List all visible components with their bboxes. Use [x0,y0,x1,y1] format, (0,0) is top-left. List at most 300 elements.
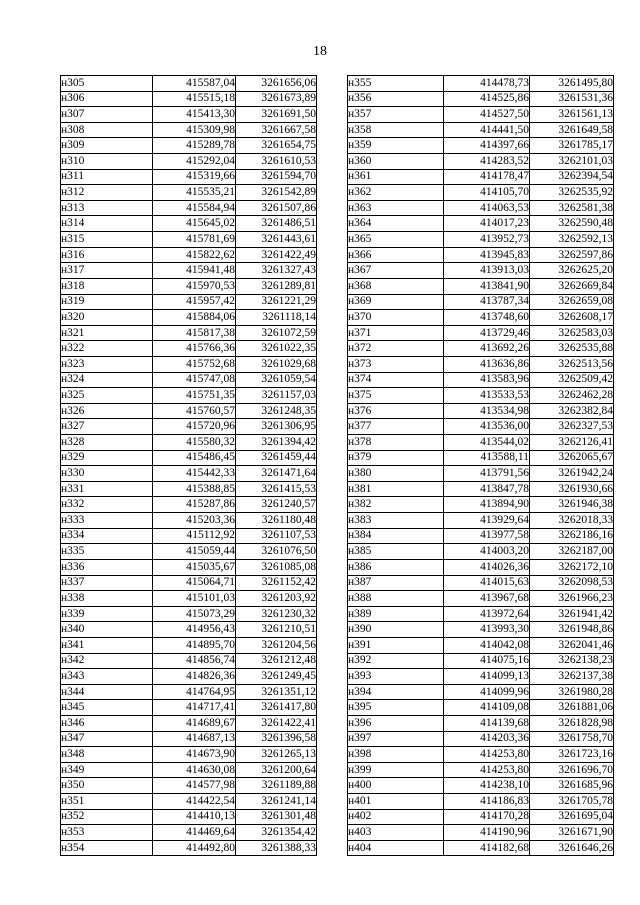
y-coordinate-cell: 3261946,38 [530,497,614,513]
x-coordinate-cell: 415645,02 [153,216,236,232]
table-row [348,138,614,154]
y-coordinate-cell: 3261415,53 [236,481,317,497]
point-id-cell: н333 [61,513,153,529]
x-coordinate-cell: 414525,86 [444,91,530,107]
table-row [348,559,614,575]
table-row [61,403,317,419]
y-coordinate-cell: 3261327,43 [236,263,317,279]
table-row [348,310,614,326]
point-id-cell: н346 [61,715,153,731]
x-coordinate-cell: 414283,52 [444,154,530,170]
x-coordinate-cell: 414063,53 [444,200,530,216]
table-row [61,513,317,529]
y-coordinate-cell: 3261240,57 [236,497,317,513]
table-row [61,107,317,123]
x-coordinate-cell: 414253,80 [444,762,530,778]
x-coordinate-cell: 414422,54 [153,794,236,810]
y-coordinate-cell: 3261941,42 [530,606,614,622]
point-id-cell: н354 [61,840,153,856]
y-coordinate-cell: 3261542,89 [236,185,317,201]
x-coordinate-cell: 415413,30 [153,107,236,123]
table-row [61,419,317,435]
point-id-cell: н328 [61,435,153,451]
table-row [348,91,614,107]
x-coordinate-cell: 414492,80 [153,840,236,856]
y-coordinate-cell: 3262581,38 [530,200,614,216]
point-id-cell: н350 [61,778,153,794]
point-id-cell: н372 [348,341,444,357]
table-row [348,825,614,841]
point-id-cell: н331 [61,481,153,497]
y-coordinate-cell: 3261673,89 [236,91,317,107]
point-id-cell: н364 [348,216,444,232]
point-id-cell: н371 [348,325,444,341]
table-row [61,653,317,669]
x-coordinate-cell: 415309,98 [153,122,236,138]
x-coordinate-cell: 415751,35 [153,388,236,404]
x-coordinate-cell: 414856,74 [153,653,236,669]
x-coordinate-cell: 413692,26 [444,341,530,357]
x-coordinate-cell: 413583,96 [444,372,530,388]
x-coordinate-cell: 415584,94 [153,200,236,216]
y-coordinate-cell: 3262187,00 [530,544,614,560]
y-coordinate-cell: 3261495,80 [530,76,614,92]
x-coordinate-cell: 413791,56 [444,466,530,482]
table-row [61,76,317,92]
x-coordinate-cell: 414042,08 [444,637,530,653]
x-coordinate-cell: 414109,08 [444,700,530,716]
table-row [61,450,317,466]
table-row [348,185,614,201]
y-coordinate-cell: 3261354,42 [236,825,317,841]
point-id-cell: н341 [61,637,153,653]
point-id-cell: н391 [348,637,444,653]
point-id-cell: н395 [348,700,444,716]
x-coordinate-cell: 414075,16 [444,653,530,669]
table-row [348,809,614,825]
table-row [61,637,317,653]
point-id-cell: н361 [348,169,444,185]
point-id-cell: н397 [348,731,444,747]
y-coordinate-cell: 3261610,53 [236,154,317,170]
point-id-cell: н398 [348,747,444,763]
point-id-cell: н315 [61,232,153,248]
x-coordinate-cell: 414673,90 [153,747,236,763]
x-coordinate-cell: 414956,43 [153,622,236,638]
point-id-cell: н363 [348,200,444,216]
point-id-cell: н359 [348,138,444,154]
y-coordinate-cell: 3261417,80 [236,700,317,716]
y-coordinate-cell: 3261394,42 [236,435,317,451]
table-row [348,107,614,123]
table-row [61,700,317,716]
y-coordinate-cell: 3261691,50 [236,107,317,123]
y-coordinate-cell: 3262101,03 [530,154,614,170]
point-id-cell: н320 [61,310,153,326]
y-coordinate-cell: 3261531,36 [530,91,614,107]
table-row [61,232,317,248]
y-coordinate-cell: 3261966,23 [530,591,614,607]
x-coordinate-cell: 414895,70 [153,637,236,653]
x-coordinate-cell: 413977,58 [444,528,530,544]
table-row [348,762,614,778]
point-id-cell: н373 [348,356,444,372]
table-row [61,466,317,482]
table-row [348,497,614,513]
y-coordinate-cell: 3262138,23 [530,653,614,669]
table-row [348,216,614,232]
point-id-cell: н317 [61,263,153,279]
x-coordinate-cell: 415535,21 [153,185,236,201]
table-row [61,341,317,357]
y-coordinate-cell: 3262535,92 [530,185,614,201]
table-row [61,278,317,294]
table-row [61,185,317,201]
x-coordinate-cell: 414630,08 [153,762,236,778]
table-row [348,200,614,216]
point-id-cell: н385 [348,544,444,560]
y-coordinate-cell: 3261388,33 [236,840,317,856]
y-coordinate-cell: 3261249,45 [236,669,317,685]
y-coordinate-cell: 3262382,84 [530,403,614,419]
table-row [348,575,614,591]
y-coordinate-cell: 3262597,86 [530,247,614,263]
x-coordinate-cell: 415970,53 [153,278,236,294]
table-row [61,794,317,810]
table-row [61,325,317,341]
x-coordinate-cell: 415587,04 [153,76,236,92]
x-coordinate-cell: 415822,62 [153,247,236,263]
y-coordinate-cell: 3261157,03 [236,388,317,404]
point-id-cell: н323 [61,356,153,372]
table-row [348,622,614,638]
point-id-cell: н329 [61,450,153,466]
x-coordinate-cell: 414186,83 [444,794,530,810]
y-coordinate-cell: 3261667,58 [236,122,317,138]
y-coordinate-cell: 3261828,98 [530,715,614,731]
table-row [61,497,317,513]
table-row [348,606,614,622]
y-coordinate-cell: 3262041,46 [530,637,614,653]
point-id-cell: н352 [61,809,153,825]
table-row [348,154,614,170]
point-id-cell: н319 [61,294,153,310]
y-coordinate-cell: 3261059,54 [236,372,317,388]
y-coordinate-cell: 3261723,16 [530,747,614,763]
x-coordinate-cell: 415515,18 [153,91,236,107]
y-coordinate-cell: 3262172,10 [530,559,614,575]
table-row [348,481,614,497]
y-coordinate-cell: 3262592,13 [530,232,614,248]
point-id-cell: н374 [348,372,444,388]
table-row [348,513,614,529]
x-coordinate-cell: 413952,73 [444,232,530,248]
y-coordinate-cell: 3261306,95 [236,419,317,435]
point-id-cell: н334 [61,528,153,544]
point-id-cell: н343 [61,669,153,685]
table-row [348,715,614,731]
point-id-cell: н337 [61,575,153,591]
x-coordinate-cell: 415760,57 [153,403,236,419]
y-coordinate-cell: 3262394,54 [530,169,614,185]
point-id-cell: н307 [61,107,153,123]
y-coordinate-cell: 3262098,53 [530,575,614,591]
x-coordinate-cell: 413533,53 [444,388,530,404]
y-coordinate-cell: 3261646,26 [530,840,614,856]
table-row [348,653,614,669]
table-row [348,450,614,466]
table-row [61,122,317,138]
x-coordinate-cell: 413729,46 [444,325,530,341]
table-row [348,700,614,716]
x-coordinate-cell: 413945,83 [444,247,530,263]
point-id-cell: н345 [61,700,153,716]
x-coordinate-cell: 414410,13 [153,809,236,825]
table-row [61,747,317,763]
page-number: 18 [313,44,327,59]
table-row [61,388,317,404]
y-coordinate-cell: 3261422,41 [236,715,317,731]
table-row [61,684,317,700]
x-coordinate-cell: 414178,47 [444,169,530,185]
point-id-cell: н366 [348,247,444,263]
y-coordinate-cell: 3262608,17 [530,310,614,326]
table-row [348,169,614,185]
point-id-cell: н340 [61,622,153,638]
table-row [348,794,614,810]
x-coordinate-cell: 413534,98 [444,403,530,419]
x-coordinate-cell: 415073,29 [153,606,236,622]
y-coordinate-cell: 3261203,92 [236,591,317,607]
table-row [348,591,614,607]
point-id-cell: н379 [348,450,444,466]
point-id-cell: н348 [61,747,153,763]
point-id-cell: н356 [348,91,444,107]
x-coordinate-cell: 414478,73 [444,76,530,92]
point-id-cell: н360 [348,154,444,170]
y-coordinate-cell: 3261248,35 [236,403,317,419]
x-coordinate-cell: 413588,11 [444,450,530,466]
table-row [61,528,317,544]
table-row [61,310,317,326]
x-coordinate-cell: 414577,98 [153,778,236,794]
point-id-cell: н309 [61,138,153,154]
x-coordinate-cell: 414469,64 [153,825,236,841]
x-coordinate-cell: 414015,63 [444,575,530,591]
x-coordinate-cell: 414527,50 [444,107,530,123]
table-row [348,731,614,747]
table-row [61,216,317,232]
point-id-cell: н336 [61,559,153,575]
point-id-cell: н370 [348,310,444,326]
y-coordinate-cell: 3261654,75 [236,138,317,154]
point-id-cell: н306 [61,91,153,107]
x-coordinate-cell: 413972,64 [444,606,530,622]
y-coordinate-cell: 3261241,14 [236,794,317,810]
table-row [61,481,317,497]
x-coordinate-cell: 414003,20 [444,544,530,560]
point-id-cell: н392 [348,653,444,669]
table-row [61,840,317,856]
point-id-cell: н365 [348,232,444,248]
y-coordinate-cell: 3261948,86 [530,622,614,638]
y-coordinate-cell: 3261221,29 [236,294,317,310]
x-coordinate-cell: 414017,23 [444,216,530,232]
y-coordinate-cell: 3261230,32 [236,606,317,622]
table-row [61,669,317,685]
x-coordinate-cell: 415442,33 [153,466,236,482]
point-id-cell: н369 [348,294,444,310]
point-id-cell: н382 [348,497,444,513]
y-coordinate-cell: 3261649,58 [530,122,614,138]
y-coordinate-cell: 3262625,20 [530,263,614,279]
x-coordinate-cell: 414441,50 [444,122,530,138]
table-row [61,715,317,731]
x-coordinate-cell: 414190,96 [444,825,530,841]
point-id-cell: н399 [348,762,444,778]
point-id-cell: н332 [61,497,153,513]
x-coordinate-cell: 415781,69 [153,232,236,248]
x-coordinate-cell: 414026,36 [444,559,530,575]
point-id-cell: н308 [61,122,153,138]
y-coordinate-cell: 3261351,12 [236,684,317,700]
table-row [348,840,614,856]
x-coordinate-cell: 415289,78 [153,138,236,154]
y-coordinate-cell: 3262018,33 [530,513,614,529]
y-coordinate-cell: 3261561,13 [530,107,614,123]
point-id-cell: н358 [348,122,444,138]
point-id-cell: н342 [61,653,153,669]
y-coordinate-cell: 3261656,06 [236,76,317,92]
y-coordinate-cell: 3261942,24 [530,466,614,482]
y-coordinate-cell: 3261118,14 [236,310,317,326]
x-coordinate-cell: 413748,60 [444,310,530,326]
x-coordinate-cell: 414687,13 [153,731,236,747]
x-coordinate-cell: 413787,34 [444,294,530,310]
x-coordinate-cell: 414826,36 [153,669,236,685]
y-coordinate-cell: 3261695,04 [530,809,614,825]
x-coordinate-cell: 415941,48 [153,263,236,279]
x-coordinate-cell: 414182,68 [444,840,530,856]
table-row [61,778,317,794]
y-coordinate-cell: 3261422,49 [236,247,317,263]
point-id-cell: н383 [348,513,444,529]
y-coordinate-cell: 3261301,48 [236,809,317,825]
y-coordinate-cell: 3262065,67 [530,450,614,466]
point-id-cell: н390 [348,622,444,638]
y-coordinate-cell: 3261210,51 [236,622,317,638]
point-id-cell: н318 [61,278,153,294]
point-id-cell: н394 [348,684,444,700]
point-id-cell: н313 [61,200,153,216]
point-id-cell: н389 [348,606,444,622]
point-id-cell: н339 [61,606,153,622]
table-row [348,637,614,653]
point-id-cell: н349 [61,762,153,778]
x-coordinate-cell: 413929,64 [444,513,530,529]
point-id-cell: н386 [348,559,444,575]
y-coordinate-cell: 3262327,53 [530,419,614,435]
y-coordinate-cell: 3262535,88 [530,341,614,357]
table-row [348,388,614,404]
y-coordinate-cell: 3261594,70 [236,169,317,185]
table-row [348,325,614,341]
table-row [348,419,614,435]
table-row [348,294,614,310]
point-id-cell: н368 [348,278,444,294]
y-coordinate-cell: 3261785,17 [530,138,614,154]
table-row [61,138,317,154]
y-coordinate-cell: 3261881,06 [530,700,614,716]
point-id-cell: н353 [61,825,153,841]
y-coordinate-cell: 3261022,35 [236,341,317,357]
table-row [348,466,614,482]
table-row [348,372,614,388]
x-coordinate-cell: 413967,68 [444,591,530,607]
table-row [61,544,317,560]
table-row [61,435,317,451]
point-id-cell: н335 [61,544,153,560]
y-coordinate-cell: 3261289,81 [236,278,317,294]
y-coordinate-cell: 3261265,13 [236,747,317,763]
point-id-cell: н327 [61,419,153,435]
table-row [348,232,614,248]
point-id-cell: н351 [61,794,153,810]
point-id-cell: н377 [348,419,444,435]
point-id-cell: н347 [61,731,153,747]
x-coordinate-cell: 413993,30 [444,622,530,638]
x-coordinate-cell: 415112,92 [153,528,236,544]
y-coordinate-cell: 3261072,59 [236,325,317,341]
y-coordinate-cell: 3261486,51 [236,216,317,232]
point-id-cell: н321 [61,325,153,341]
y-coordinate-cell: 3261459,44 [236,450,317,466]
y-coordinate-cell: 3261980,28 [530,684,614,700]
y-coordinate-cell: 3261152,42 [236,575,317,591]
y-coordinate-cell: 3262186,16 [530,528,614,544]
x-coordinate-cell: 415388,85 [153,481,236,497]
point-id-cell: н314 [61,216,153,232]
x-coordinate-cell: 414397,66 [444,138,530,154]
x-coordinate-cell: 413894,90 [444,497,530,513]
x-coordinate-cell: 414689,67 [153,715,236,731]
coordinates-table-right [347,75,614,856]
table-row [348,76,614,92]
table-row [61,169,317,185]
table-row [61,559,317,575]
x-coordinate-cell: 414203,36 [444,731,530,747]
x-coordinate-cell: 413544,02 [444,435,530,451]
x-coordinate-cell: 414764,95 [153,684,236,700]
x-coordinate-cell: 415884,06 [153,310,236,326]
x-coordinate-cell: 414253,80 [444,747,530,763]
x-coordinate-cell: 415319,66 [153,169,236,185]
point-id-cell: н330 [61,466,153,482]
point-id-cell: н396 [348,715,444,731]
y-coordinate-cell: 3262513,56 [530,356,614,372]
x-coordinate-cell: 415059,44 [153,544,236,560]
y-coordinate-cell: 3262669,84 [530,278,614,294]
point-id-cell: н316 [61,247,153,263]
point-id-cell: н393 [348,669,444,685]
table-row [348,669,614,685]
table-row [61,606,317,622]
y-coordinate-cell: 3261471,64 [236,466,317,482]
x-coordinate-cell: 413847,78 [444,481,530,497]
x-coordinate-cell: 415747,08 [153,372,236,388]
y-coordinate-cell: 3262583,03 [530,325,614,341]
y-coordinate-cell: 3261076,50 [236,544,317,560]
